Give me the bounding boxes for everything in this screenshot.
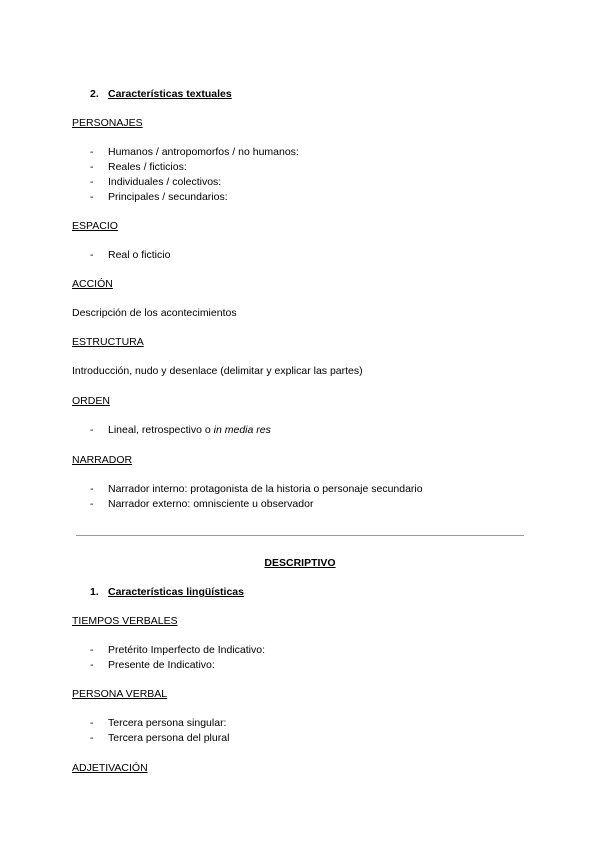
list-item xyxy=(108,423,271,437)
bullet-dash: - xyxy=(90,483,94,495)
list-item: Real o ficticio xyxy=(108,249,171,261)
personajes-heading: PERSONAJES xyxy=(72,117,143,129)
bullet-dash: - xyxy=(90,176,94,188)
bullet-dash: - xyxy=(90,644,94,656)
tiempos-heading: TIEMPOS VERBALES xyxy=(72,615,178,627)
list-item: Presente de Indicativo: xyxy=(108,659,215,671)
list-item: Pretérito Imperfecto de Indicativo: xyxy=(108,644,265,656)
list-item: Individuales / colectivos: xyxy=(108,176,222,188)
bullet-dash: - xyxy=(90,146,94,158)
bullet-dash: - xyxy=(90,659,94,671)
estructura-text: Introducción, nudo y desenlace (delimitar y explicar las partes) xyxy=(72,365,363,377)
horizontal-divider xyxy=(76,535,524,536)
persona-heading: PERSONA VERBAL xyxy=(72,688,168,700)
adjetivacion-heading: ADJETIVACIÓN xyxy=(72,762,148,774)
accion-text: Descripción de los acontecimientos xyxy=(72,307,237,319)
bullet-dash: - xyxy=(90,424,94,436)
section-title: Características textuales xyxy=(108,88,232,100)
orden-heading: ORDEN xyxy=(72,395,110,407)
list-item: Tercera persona del plural xyxy=(108,732,230,744)
section-number: 2. xyxy=(90,88,99,100)
accion-heading: ACCIÓN xyxy=(72,278,113,290)
bullet-dash: - xyxy=(90,498,94,510)
section-number: 1. xyxy=(90,586,99,598)
bullet-dash: - xyxy=(90,191,94,203)
list-item: Principales / secundarios: xyxy=(108,191,228,203)
estructura-heading: ESTRUCTURA xyxy=(72,336,144,348)
list-item: Reales / ficticios: xyxy=(108,161,187,173)
orden-item-text: Lineal, retrospectivo o xyxy=(108,424,214,436)
list-item: Narrador interno: protagonista de la historia o personaje secundario xyxy=(108,483,423,495)
bullet-dash: - xyxy=(90,249,94,261)
descriptivo-title: DESCRIPTIVO xyxy=(264,557,336,569)
list-item: Humanos / antropomorfos / no humanos: xyxy=(108,146,299,158)
bullet-dash: - xyxy=(90,732,94,744)
orden-item-italic: in media res xyxy=(213,424,271,436)
section-title: Características lingüísticas xyxy=(108,586,244,598)
bullet-dash: - xyxy=(90,161,94,173)
narrador-heading: NARRADOR xyxy=(72,454,133,466)
espacio-heading: ESPACIO xyxy=(72,220,118,232)
bullet-dash: - xyxy=(90,717,94,729)
list-item: Tercera persona singular: xyxy=(108,717,227,729)
list-item: Narrador externo: omnisciente u observador xyxy=(108,498,314,510)
